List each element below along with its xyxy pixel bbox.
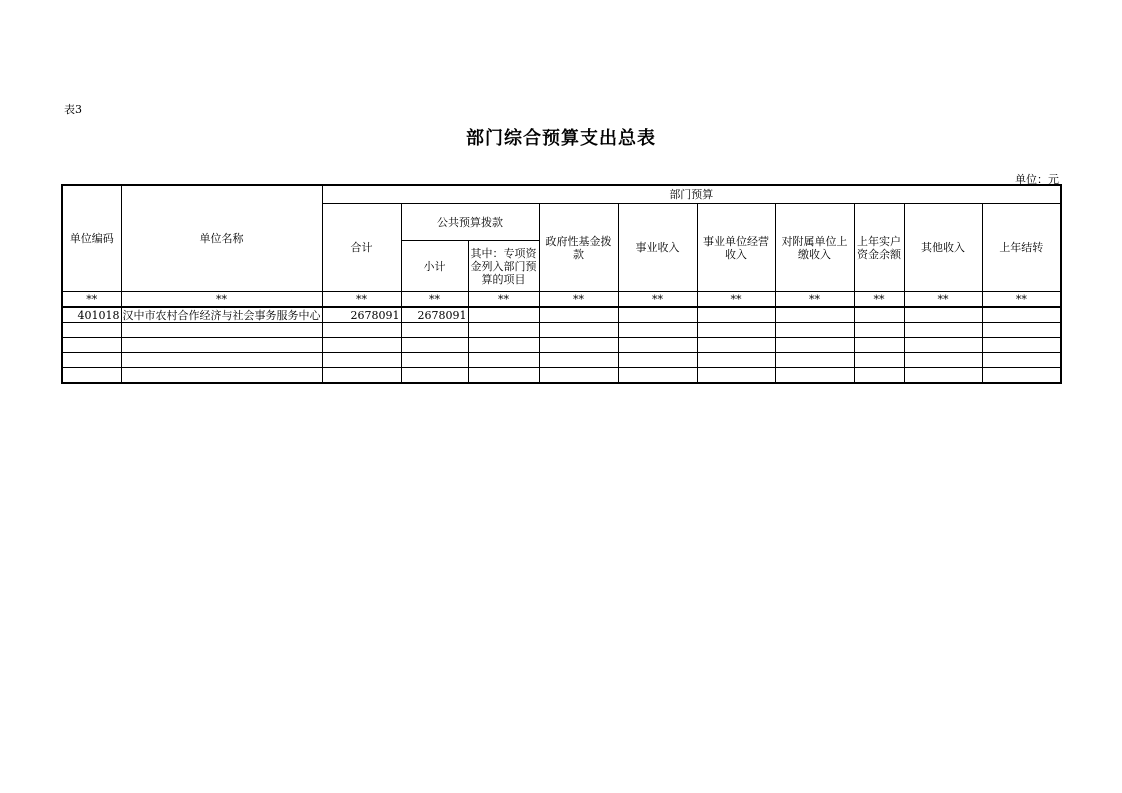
empty-cell [904,323,982,338]
empty-cell [697,368,775,384]
empty-cell [775,368,854,384]
header-dept-budget: 部门预算 [322,185,1061,204]
marker-cell: ** [697,292,775,308]
empty-cell [775,338,854,353]
empty-cell [401,353,468,368]
empty-cell [121,338,322,353]
empty-cell [697,353,775,368]
cell-special [468,307,539,323]
table-row [62,353,1061,368]
empty-cell [775,323,854,338]
table-number-label: 表3 [64,103,82,116]
empty-cell [468,368,539,384]
empty-cell [539,353,618,368]
empty-cell [401,368,468,384]
empty-cell [322,323,401,338]
empty-cell [904,353,982,368]
marker-cell: ** [618,292,697,308]
marker-cell: ** [775,292,854,308]
empty-cell [468,353,539,368]
table-row [62,368,1061,384]
marker-cell: ** [854,292,904,308]
empty-cell [904,368,982,384]
header-business-income: 事业收入 [618,204,697,292]
empty-cell [982,323,1061,338]
empty-cell [618,338,697,353]
page-title: 部门综合预算支出总表 [466,128,656,149]
table-row [62,307,1061,323]
cell-carryover [982,307,1061,323]
empty-cell [618,353,697,368]
unit-label: 单位：元 [1015,173,1059,186]
header-total: 合计 [322,204,401,292]
empty-cell [62,368,121,384]
header-operating-income: 事业单位经营收入 [697,204,775,292]
marker-cell: ** [401,292,468,308]
empty-cell [401,338,468,353]
empty-cell [121,368,322,384]
empty-cell [697,338,775,353]
cell-total: 2678091 [322,307,401,323]
cell-operating [697,307,775,323]
header-unit-code: 单位编码 [62,185,121,292]
empty-cell [322,338,401,353]
header-other-income: 其他收入 [904,204,982,292]
cell-affiliated [775,307,854,323]
empty-cell [982,338,1061,353]
cell-unit-code: 401018 [62,307,121,323]
header-prior-carryover: 上年结转 [982,204,1061,292]
table-row [62,338,1061,353]
cell-business [618,307,697,323]
empty-cell [775,353,854,368]
empty-cell [468,323,539,338]
empty-cell [121,353,322,368]
cell-other [904,307,982,323]
empty-cell [468,338,539,353]
empty-cell [121,323,322,338]
empty-cell [322,368,401,384]
empty-cell [401,323,468,338]
empty-cell [854,323,904,338]
header-unit-name: 单位名称 [121,185,322,292]
marker-cell: ** [468,292,539,308]
empty-cell [62,353,121,368]
header-affiliated-income: 对附属单位上缴收入 [775,204,854,292]
empty-cell [854,368,904,384]
empty-cell [697,323,775,338]
budget-expenditure-table [61,184,1062,384]
empty-cell [982,368,1061,384]
empty-cell [62,323,121,338]
empty-cell [904,338,982,353]
empty-cell [854,338,904,353]
header-gov-fund: 政府性基金拨款 [539,204,618,292]
empty-cell [322,353,401,368]
empty-cell [982,353,1061,368]
marker-cell: ** [982,292,1061,308]
table-row [62,323,1061,338]
header-special-funds: 其中：专项资金列入部门预算的项目 [468,241,539,292]
empty-cell [539,338,618,353]
marker-cell: ** [539,292,618,308]
empty-cell [618,368,697,384]
marker-cell: ** [62,292,121,308]
cell-unit-name: 汉中市农村合作经济与社会事务服务中心 [122,308,321,322]
cell-gov-fund [539,307,618,323]
header-prior-balance: 上年实户资金余额 [854,204,904,292]
empty-cell [539,323,618,338]
empty-cell [539,368,618,384]
empty-cell [618,323,697,338]
header-subtotal: 小计 [401,241,468,292]
empty-cell [62,338,121,353]
marker-cell: ** [121,292,322,308]
marker-cell: ** [904,292,982,308]
marker-cell: ** [322,292,401,308]
cell-subtotal: 2678091 [401,307,468,323]
empty-cell [854,353,904,368]
header-public-budget: 公共预算拨款 [401,204,539,241]
cell-prior-balance [854,307,904,323]
